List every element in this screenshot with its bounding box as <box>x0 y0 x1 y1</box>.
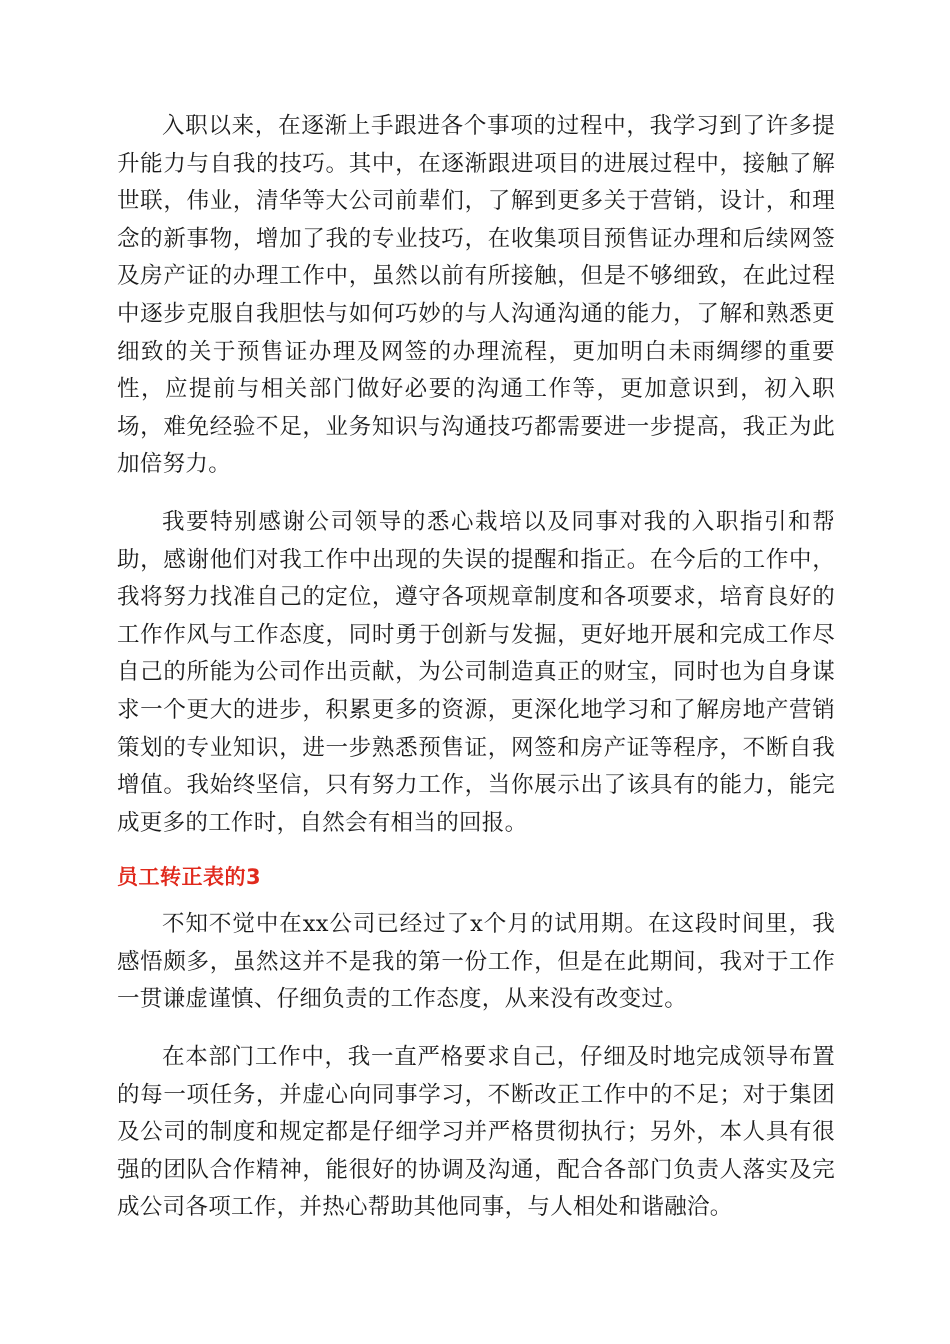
body-paragraph-1: 入职以来，在逐渐上手跟进各个事项的过程中，我学习到了许多提升能力与自我的技巧。其中，在逐渐跟进项目的进展过程中，接触了解世联，伟业，清华等大公司前辈们，了解到更多关于营销，设计，和理念的新事物，增加了我的专业技巧，在收集项目预售证办理和后续网签及房产证的办理工作中，虽然以前有所接触，但是不够细致，在此过程中逐步克服自我胆怯与如何巧妙的与人沟通沟通的能力，了解和熟悉更细致的关于预售证办理及网签的办理流程，更加明白未雨绸缪的重要性，应提前与相关部门做好必要的沟通工作等，更加意识到，初入职场，难免经验不足，业务知识与沟通技巧都需要进一步提高，我正为此加倍努力。 <box>117 113 835 478</box>
section-heading: 员工转正表的3 <box>117 865 262 890</box>
section-paragraph-1: 不知不觉中在xx公司已经过了x个月的试用期。在这段时间里，我感悟颇多，虽然这并不是我的第一份工作，但是在此期间，我对于工作一贯谦虚谨慎、仔细负责的工作态度，从来没有改变过。 <box>117 911 835 1013</box>
document-page <box>117 108 835 1227</box>
body-paragraph-2: 我要特别感谢公司领导的悉心栽培以及同事对我的入职指引和帮助，感谢他们对我工作中出现的失误的提醒和指正。在今后的工作中，我将努力找准自己的定位，遵守各项规章制度和各项要求，培育良好的工作作风与工作态度，同时勇于创新与发掘，更好地开展和完成工作尽自己的所能为公司作出贡献，为公司制造真正的财宝，同时也为自身谋求一个更大的进步，积累更多的资源，更深化地学习和了解房地产营销策划的专业知识，进一步熟悉预售证，网签和房产证等程序，不断自我增值。我始终坚信，只有努力工作，当你展示出了该具有的能力，能完成更多的工作时，自然会有相当的回报。 <box>117 508 835 836</box>
section-paragraph-2: 在本部门工作中，我一直严格要求自己，仔细及时地完成领导布置的每一项任务，并虚心向同事学习，不断改正工作中的不足；对于集团及公司的制度和规定都是仔细学习并严格贯彻执行；另外，本人具有很强的团队合作精神，能很好的协调及沟通，配合各部门负责人落实及完成公司各项工作，并热心帮助其他同事，与人相处和谐融洽。 <box>117 1044 835 1221</box>
